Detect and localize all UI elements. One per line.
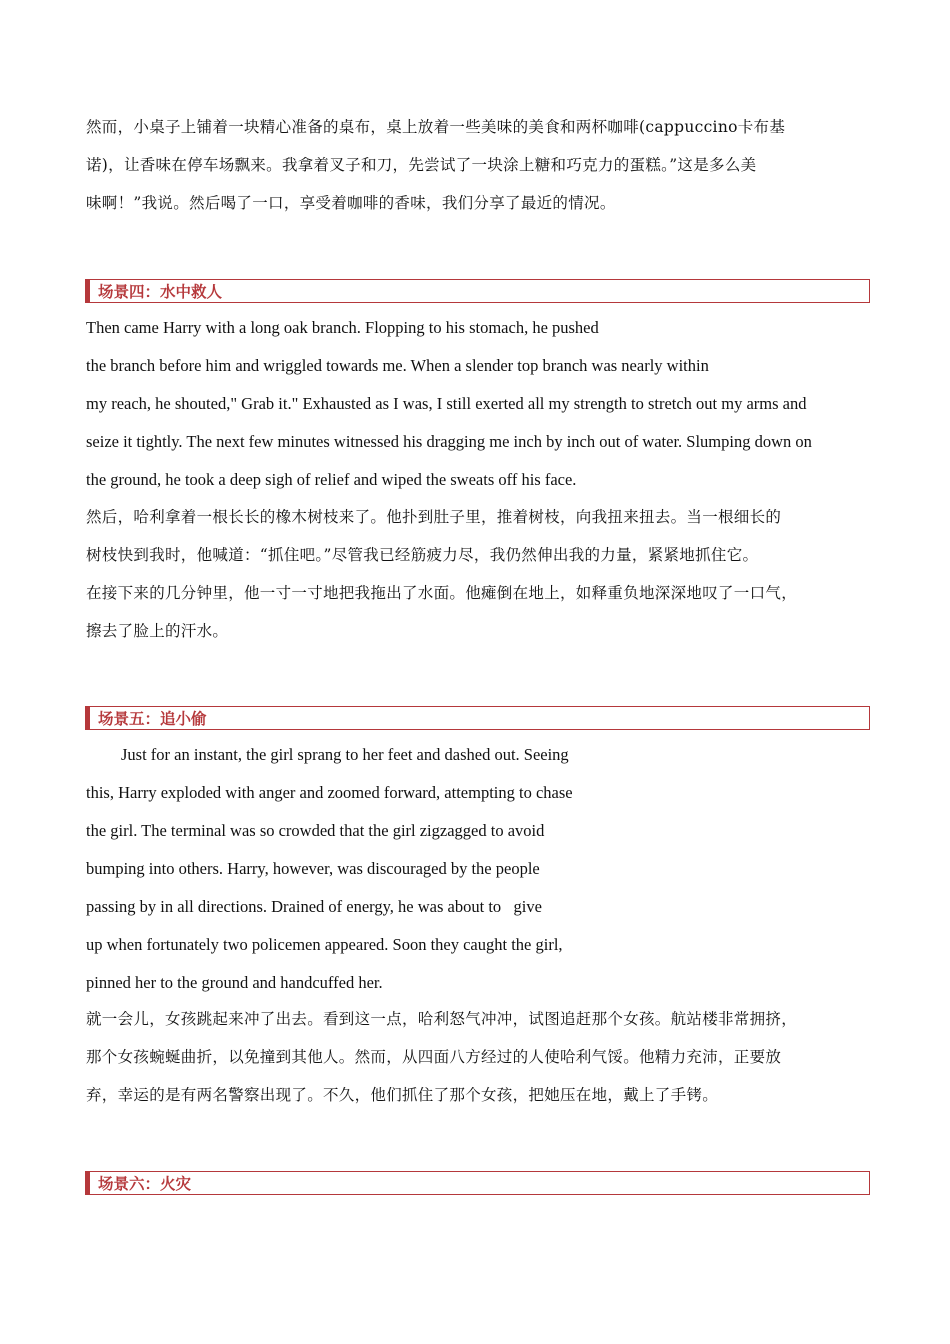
heading-accent-bar bbox=[85, 279, 90, 303]
scene4-heading-label: 场景四：水中救人 bbox=[98, 283, 223, 301]
scene5-heading-label: 场景五：追小偷 bbox=[98, 710, 207, 728]
scene4-zh-line-1: 然后，哈利拿着一根长长的橡木树枝来了。他扑到肚子里，推着树枝，向我扭来扭去。当一根细长的 bbox=[86, 508, 782, 526]
scene5-zh-line-2: 那个女孩蜿蜒曲折，以免撞到其他人。然而，从四面八方经过的人使哈利气馁。他精力充沛，正要放 bbox=[86, 1048, 782, 1066]
scene4-zh-line-4: 擦去了脸上的汗水。 bbox=[86, 622, 229, 640]
intro-zh-line-1: 然而，小桌子上铺着一块精心准备的桌布，桌上放着一些美味的美食和两杯咖啡(cappuccino卡布基 bbox=[86, 118, 786, 136]
scene4-en-line-1: Then came Harry with a long oak branch. Flopping to his stomach, he pushed bbox=[86, 318, 599, 337]
scene4-en-line-3: my reach, he shouted," Grab it." Exhausted as I was, I still exerted all my strength to stretch out my arms and bbox=[86, 394, 807, 413]
scene4-zh-line-3: 在接下来的几分钟里，他一寸一寸地把我拖出了水面。他瘫倒在地上，如释重负地深深地叹了一口气， bbox=[86, 584, 798, 602]
scene4-en-line-4: seize it tightly. The next few minutes witnessed his dragging me inch by inch out of water. Slumping down on bbox=[86, 432, 812, 451]
intro-zh-line-2: 诺)，让香味在停车场飘来。我拿着叉子和刀，先尝试了一块涂上糖和巧克力的蛋糕。”这是多么美 bbox=[86, 156, 757, 174]
intro-zh-line-3: 味啊！”我说。然后喝了一口，享受着咖啡的香味，我们分享了最近的情况。 bbox=[86, 194, 616, 212]
scene5-en-line-6: up when fortunately two policemen appeared. Soon they caught the girl, bbox=[86, 935, 563, 954]
scene5-zh-line-1: 就一会儿，女孩跳起来冲了出去。看到这一点，哈利怒气冲冲，试图追赶那个女孩。航站楼非常拥挤， bbox=[86, 1010, 798, 1028]
scene4-heading bbox=[85, 279, 870, 303]
scene4-en-line-2: the branch before him and wriggled towards me. When a slender top branch was nearly within bbox=[86, 356, 709, 375]
scene5-en-line-3: the girl. The terminal was so crowded that the girl zigzagged to avoid bbox=[86, 821, 545, 840]
scene5-en-line-7: pinned her to the ground and handcuffed her. bbox=[86, 973, 383, 992]
scene5-zh-line-3: 弃，幸运的是有两名警察出现了。不久，他们抓住了那个女孩，把她压在地，戴上了手铐。 bbox=[86, 1086, 719, 1104]
scene5-en-line-4: bumping into others. Harry, however, was discouraged by the people bbox=[86, 859, 540, 878]
scene5-en-line-5: passing by in all directions. Drained of energy, he was about to give bbox=[86, 897, 542, 916]
scene6-heading bbox=[85, 1171, 870, 1195]
scene5-heading bbox=[85, 706, 870, 730]
scene6-heading-label: 场景六：火灾 bbox=[98, 1175, 192, 1193]
scene4-en-line-5: the ground, he took a deep sigh of relief and wiped the sweats off his face. bbox=[86, 470, 577, 489]
heading-accent-bar bbox=[85, 1171, 90, 1195]
scene4-zh-line-2: 树枝快到我时，他喊道：“抓住吧。”尽管我已经筋疲力尽，我仍然伸出我的力量，紧紧地抓住它。 bbox=[86, 546, 759, 564]
scene5-en-line-2: this, Harry exploded with anger and zoomed forward, attempting to chase bbox=[86, 783, 573, 802]
scene5-en-line-1: Just for an instant, the girl sprang to her feet and dashed out. Seeing bbox=[121, 745, 569, 764]
heading-accent-bar bbox=[85, 706, 90, 730]
